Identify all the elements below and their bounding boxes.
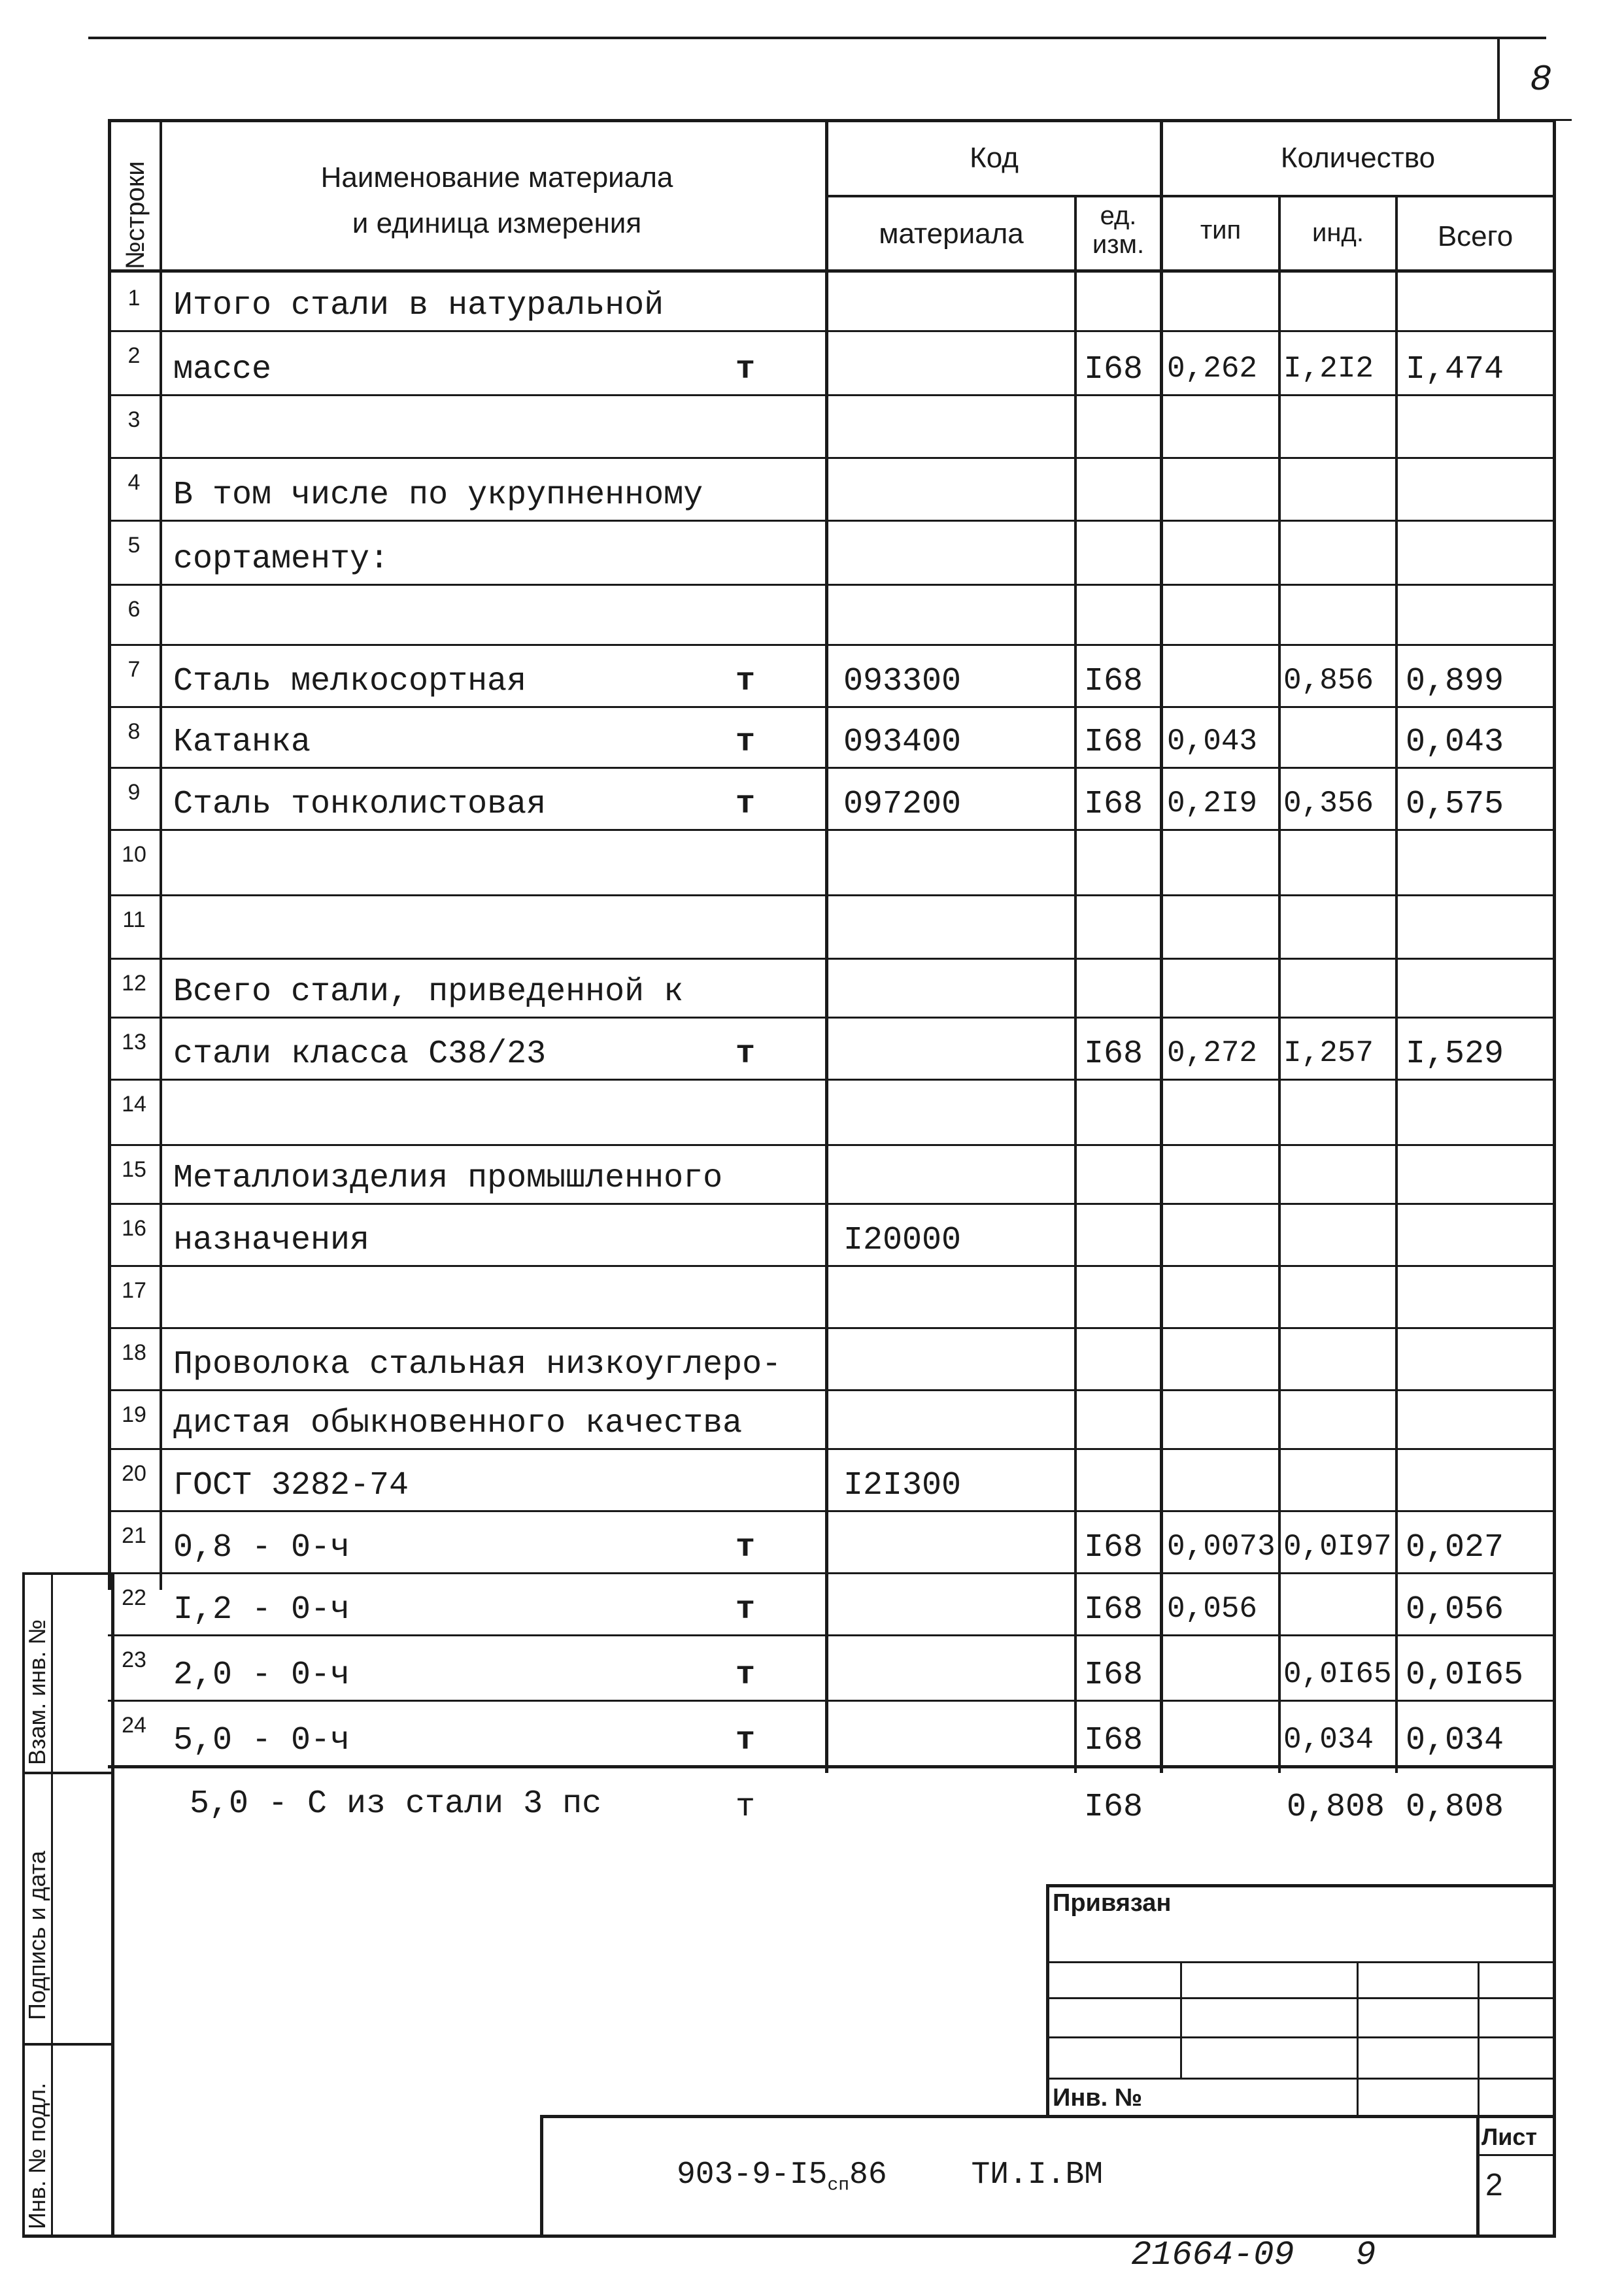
row-number: 6 <box>127 597 141 622</box>
sheet-number: 2 <box>1485 2168 1503 2202</box>
table-cell-uc: I68 <box>1084 1591 1143 1628</box>
table-cell-total: I,474 <box>1406 351 1504 388</box>
table-cell-name: Проволока стальная низкоуглеро- <box>173 1346 782 1383</box>
header-ind: инд. <box>1312 218 1364 247</box>
row-number: 7 <box>127 657 141 682</box>
row-number: 13 <box>122 1030 146 1054</box>
row-number: 22 <box>122 1585 146 1610</box>
header-unit-1: ед. <box>1100 201 1137 230</box>
table-cell-name: Всего стали, приведенной к <box>173 973 684 1011</box>
table-cell-unit: т <box>736 1657 756 1694</box>
table-cell-name: I,2 - 0-ч <box>173 1591 350 1628</box>
extra-row-name: 5,0 - С из стали 3 пс <box>190 1785 602 1823</box>
table-cell-name: Металлоизделия промышленного <box>173 1160 723 1197</box>
table-cell-typ: 0,043 <box>1167 724 1258 758</box>
table-cell-ind: 0,0I97 <box>1283 1530 1392 1564</box>
table-cell-ind: 0,356 <box>1283 786 1374 820</box>
table-cell-name: ГОСТ 3282-74 <box>173 1467 409 1504</box>
table-cell-ind: 0,034 <box>1283 1723 1374 1757</box>
table-cell-uc: I68 <box>1084 663 1143 700</box>
table-cell-ind: 0,856 <box>1283 664 1374 698</box>
header-total: Всего <box>1437 220 1514 252</box>
document-code <box>677 2157 1103 2196</box>
table-cell-unit: т <box>736 1591 756 1628</box>
table-cell-code: 093400 <box>843 724 962 761</box>
table-cell-unit: т <box>736 1036 756 1073</box>
table-cell-name: Сталь тонколистовая <box>173 786 547 823</box>
table-cell-name: Сталь мелкосортная <box>173 663 527 700</box>
row-number: 10 <box>122 842 146 867</box>
header-row-no: №строки <box>121 161 150 269</box>
table-cell-ind: 0,0I65 <box>1283 1657 1392 1691</box>
row-number: 9 <box>127 780 141 805</box>
table-cell-total: I,529 <box>1406 1036 1504 1073</box>
row-number: 23 <box>122 1647 146 1672</box>
table-cell-unit: т <box>736 1722 756 1759</box>
row-number: 4 <box>127 470 141 495</box>
row-number: 3 <box>127 407 141 432</box>
table-cell-name: Итого стали в натуральной <box>173 287 664 324</box>
table-cell-ind: I,257 <box>1283 1036 1374 1070</box>
table-cell-uc: I68 <box>1084 786 1143 823</box>
table-cell-uc: I68 <box>1084 351 1143 388</box>
header-typ: тип <box>1200 216 1242 245</box>
row-number: 12 <box>122 971 146 996</box>
table-cell-typ: 0,2I9 <box>1167 786 1258 820</box>
side-label-inv-podl: Инв. № подл. <box>24 2082 50 2229</box>
privyazan-label: Привязан <box>1053 1889 1172 1917</box>
header-name-unit: и единица измерения <box>352 207 642 239</box>
header-unit-2: изм. <box>1092 230 1145 259</box>
table-cell-name: сортаменту: <box>173 541 390 578</box>
row-number: 24 <box>122 1713 146 1738</box>
table-cell-name: 2,0 - 0-ч <box>173 1657 350 1694</box>
table-cell-unit: т <box>736 1529 756 1566</box>
row-number: 21 <box>122 1523 146 1548</box>
table-cell-typ: 0,0073 <box>1167 1530 1276 1564</box>
table-cell-total: 0,027 <box>1406 1529 1504 1566</box>
table-cell-uc: I68 <box>1084 724 1143 761</box>
row-number: 1 <box>127 286 141 311</box>
row-number: 15 <box>122 1157 146 1182</box>
table-cell-name: Катанка <box>173 724 311 761</box>
table-cell-ind: I,2I2 <box>1283 352 1374 386</box>
table-cell-uc: I68 <box>1084 1529 1143 1566</box>
header-code: Код <box>970 142 1019 174</box>
extra-row-unit-code: I68 <box>1084 1789 1143 1826</box>
header-material: материала <box>879 218 1024 250</box>
table-cell-unit: т <box>736 786 756 823</box>
handwritten-footer: 21664-09 9 <box>1131 2236 1376 2274</box>
doc-code-c: ТИ.I.ВМ <box>971 2157 1104 2193</box>
table-cell-name: стали класса С38/23 <box>173 1036 547 1073</box>
table-cell-total: 0,034 <box>1406 1722 1504 1759</box>
table-cell-uc: I68 <box>1084 1657 1143 1694</box>
doc-code-sub: сп <box>827 2175 850 2196</box>
table-cell-name: 0,8 - 0-ч <box>173 1529 350 1566</box>
table-cell-name: назначения <box>173 1222 370 1259</box>
table-cell-uc: I68 <box>1084 1722 1143 1759</box>
table-cell-unit: т <box>736 351 756 388</box>
extra-row-ind: 0,808 <box>1287 1789 1385 1826</box>
table-cell-name: дистая обыкновенного качества <box>173 1405 743 1442</box>
table-cell-code: 097200 <box>843 786 962 823</box>
side-label-vzam: Взам. инв. № <box>24 1619 50 1765</box>
table-cell-name: массе <box>173 351 272 388</box>
table-cell-typ: 0,056 <box>1167 1592 1258 1626</box>
table-cell-unit: т <box>736 663 756 700</box>
table-cell-code: 093300 <box>843 663 962 700</box>
table-cell-unit: т <box>736 724 756 761</box>
table-cell-total: 0,899 <box>1406 663 1504 700</box>
row-number: 16 <box>122 1216 146 1241</box>
table-cell-code: I2I300 <box>843 1467 962 1504</box>
header-quantity: Количество <box>1280 142 1436 174</box>
row-number: 17 <box>122 1278 146 1303</box>
side-label-podpis: Подпись и дата <box>24 1851 50 2020</box>
row-number: 20 <box>122 1461 146 1486</box>
table-cell-name: 5,0 - 0-ч <box>173 1722 350 1759</box>
inv-no-label: Инв. № <box>1053 2084 1143 2112</box>
table-cell-total: 0,0I65 <box>1406 1657 1524 1694</box>
table-cell-typ: 0,262 <box>1167 352 1258 386</box>
header-name: Наименование материала <box>320 161 673 194</box>
table-cell-code: I20000 <box>843 1222 962 1259</box>
doc-code-b: 86 <box>849 2157 887 2193</box>
table-cell-total: 0,056 <box>1406 1591 1504 1628</box>
row-number: 2 <box>127 343 141 368</box>
extra-row-unit: т <box>736 1789 756 1826</box>
sheet-label: Лист <box>1481 2123 1538 2150</box>
doc-code-a: 903-9-I5 <box>677 2157 828 2193</box>
table-cell-uc: I68 <box>1084 1036 1143 1073</box>
row-number: 14 <box>122 1092 146 1117</box>
row-number: 18 <box>122 1340 146 1365</box>
row-number: 8 <box>127 719 141 744</box>
table-cell-total: 0,575 <box>1406 786 1504 823</box>
table-cell-total: 0,043 <box>1406 724 1504 761</box>
table-cell-name: В том числе по укрупненному <box>173 477 703 514</box>
row-number: 19 <box>122 1402 146 1427</box>
table-cell-typ: 0,272 <box>1167 1036 1258 1070</box>
page-number: 8 <box>1530 59 1552 101</box>
extra-row-total: 0,808 <box>1406 1789 1504 1826</box>
row-number: 5 <box>127 533 141 558</box>
row-number: 11 <box>122 907 146 932</box>
